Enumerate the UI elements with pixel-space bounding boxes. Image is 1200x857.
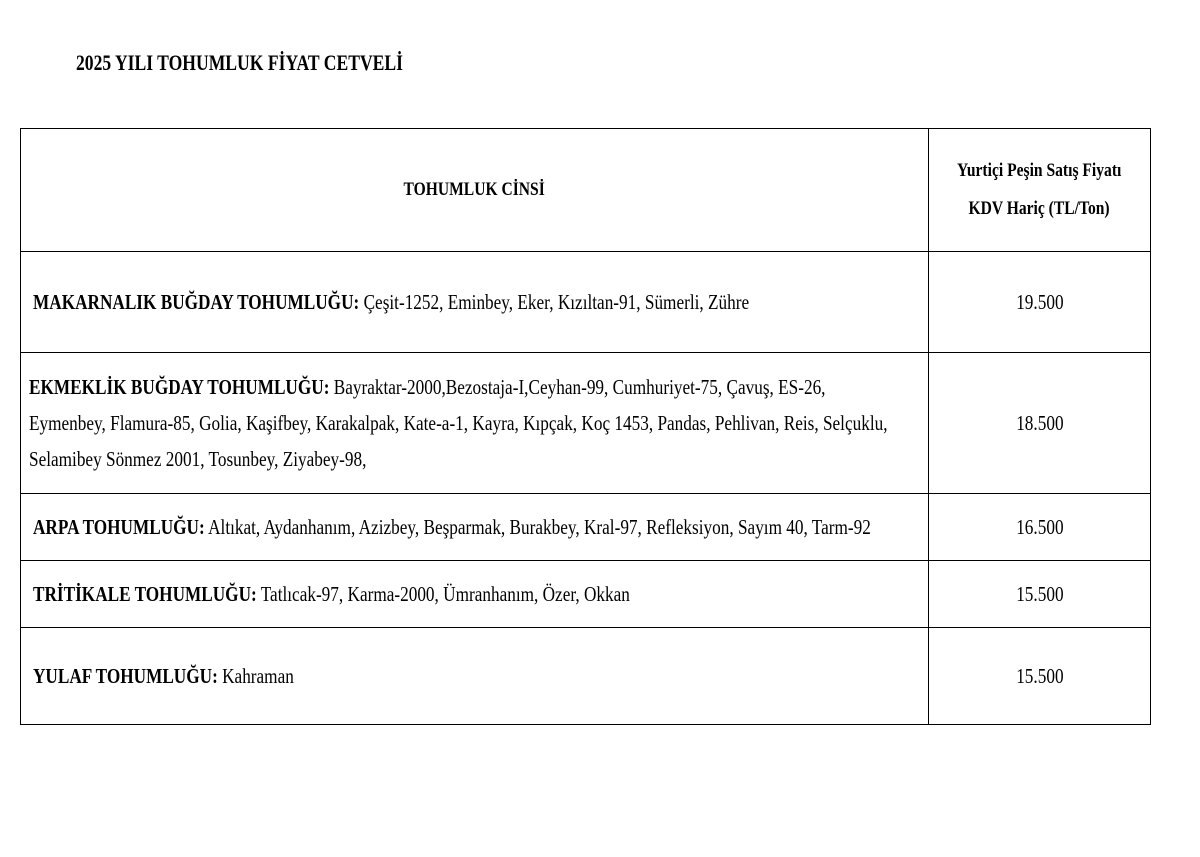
- seed-cell: [21, 561, 929, 628]
- seed-varieties: Çeşit-1252, Eminbey, Eker, Kızıltan-91, Sümerli, Zühre: [359, 290, 750, 314]
- price-cell: 18.500: [929, 353, 1151, 494]
- seed-type-label: YULAF TOHUMLUĞU:: [33, 664, 218, 688]
- table-row: [21, 252, 1151, 353]
- table-row: [21, 494, 1151, 561]
- seed-type-label: TRİTİKALE TOHUMLUĞU:: [33, 582, 257, 606]
- seed-varieties: Bayraktar-2000,Bezostaja-I,Ceyhan-99, Cumhuriyet-75, Çavuş, ES-26, Eymenbey, Flamura-85, Golia, Kaşifbey, Karakalpak, Kate-a-1, Kayra, Kıpçak, Koç 1453, Pandas, Pehlivan, Reis, Selçuklu, Selamibey Sönmez 2001, Tosunbey, Ziyabey-98,: [29, 375, 888, 471]
- seed-cell: [21, 353, 929, 494]
- header-seed-type: TOHUMLUK CİNSİ: [21, 129, 929, 252]
- document-title: 2025 YILI TOHUMLUK FİYAT CETVELİ: [76, 50, 403, 75]
- price-cell: 15.500: [929, 628, 1151, 725]
- seed-varieties: Tatlıcak-97, Karma-2000, Ümranhanım, Özer, Okkan: [256, 582, 630, 606]
- price-cell: 19.500: [929, 252, 1151, 353]
- header-price: [929, 129, 1151, 252]
- table-header-row: [21, 129, 1151, 252]
- seed-cell: [21, 494, 929, 561]
- price-cell: 16.500: [929, 494, 1151, 561]
- seed-type-label: ARPA TOHUMLUĞU:: [33, 515, 205, 539]
- table-row: [21, 561, 1151, 628]
- header-price-line2: KDV Hariç (TL/Ton): [968, 198, 1111, 219]
- table-row: [21, 628, 1151, 725]
- seed-cell: [21, 628, 929, 725]
- header-price-line1: Yurtiçi Peşin Satış Fiyatı: [957, 160, 1122, 181]
- table-row: [21, 353, 1151, 494]
- seed-type-label: MAKARNALIK BUĞDAY TOHUMLUĞU:: [33, 290, 360, 314]
- seed-varieties: Altıkat, Aydanhanım, Azizbey, Beşparmak, Burakbey, Kral-97, Refleksiyon, Sayım 40, Tarm-92: [204, 515, 871, 539]
- price-cell: 15.500: [929, 561, 1151, 628]
- seed-price-table: [20, 128, 1151, 725]
- seed-varieties: Kahraman: [217, 664, 294, 688]
- seed-type-label: EKMEKLİK BUĞDAY TOHUMLUĞU:: [29, 375, 330, 399]
- seed-cell: [21, 252, 929, 353]
